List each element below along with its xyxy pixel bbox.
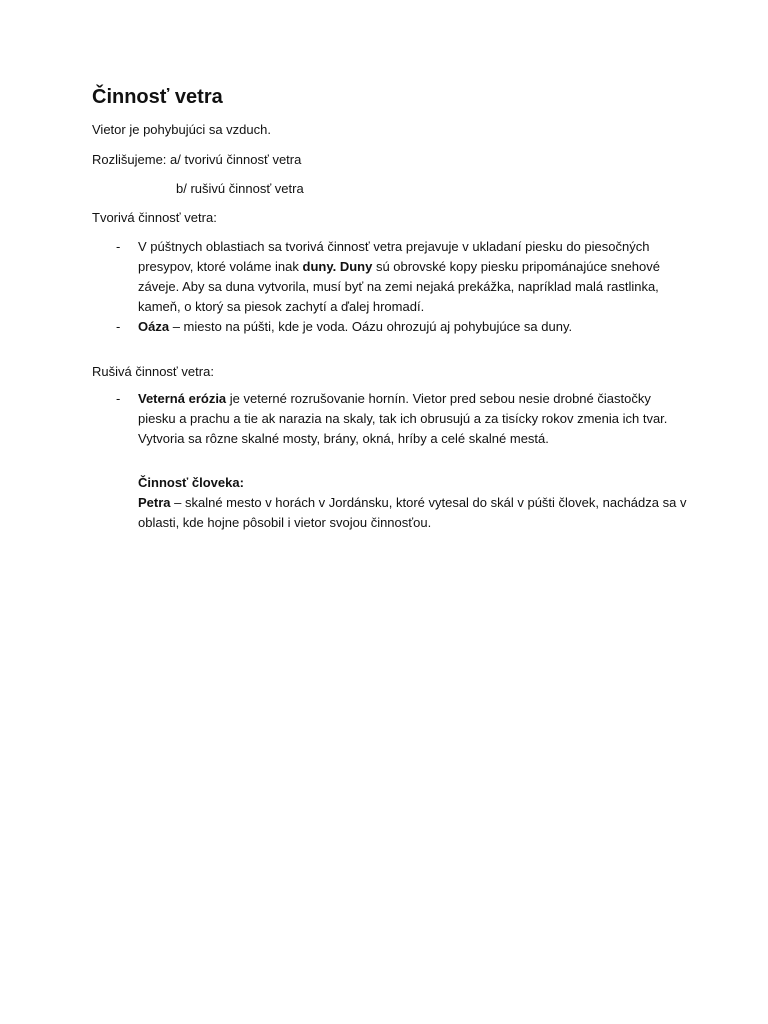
erosion-paragraph <box>138 389 692 449</box>
bullet-dash: - <box>116 319 121 334</box>
bullet-dash: - <box>116 239 121 254</box>
erosion-text: je veterné rozrušovanie hornín. Vietor pred sebou nesie drobné čiastočky piesku a prachu a tie ak narazia na skaly, tak ich obrusujú a za tisícky rokov zmenia ich tvar. Vytvoria sa rôzne skalné mosty, brány, okná, hríby a celé skalné mestá. <box>138 391 668 446</box>
dunes-paragraph <box>138 237 692 317</box>
oasis-text: – miesto na púšti, kde je voda. Oázu ohrozujú aj pohybujúce sa duny. <box>169 319 573 334</box>
list-item-dunes <box>92 237 692 317</box>
petra-text: – skalné mesto v horách v Jordánsku, ktoré vytesal do skál v púšti človek, nachádza sa v oblasti, kde hojne pôsobil i vietor svojou činnosťou. <box>138 495 687 530</box>
dunes-text-2: sú obrovské kopy piesku pripománajúce snehové záveje. Aby sa duna vytvorila, musí byť na zemi nejaká prekážka, napríklad malá rastlinka, kameň, o ktorý sa piesok zachytí a ďalej hromadí. <box>138 259 660 314</box>
page-title: Činnosť vetra <box>92 86 223 108</box>
distinguish-a: Rozlišujeme: a/ tvorivú činnosť vetra <box>92 152 302 167</box>
erosion-bold: Veterná erózia <box>138 391 227 406</box>
oasis-bold: Oáza <box>138 319 170 334</box>
destructive-heading: Rušivá činnosť vetra: <box>92 364 214 379</box>
human-heading-line <box>138 473 692 493</box>
distinguish-b: b/ rušivú činnosť vetra <box>176 181 304 196</box>
petra-bold: Petra <box>138 495 171 510</box>
petra-paragraph <box>138 493 692 533</box>
bullet-dash: - <box>116 391 121 406</box>
dunes-bold-2: Duny <box>339 259 373 274</box>
dunes-bold-1: duny. <box>302 259 337 274</box>
creative-heading: Tvorivá činnosť vetra: <box>92 210 217 225</box>
intro-text: Vietor je pohybujúci sa vzduch. <box>92 122 271 137</box>
dunes-text-1: V púštnych oblastiach sa tvorivá činnosť vetra prejavuje v ukladaní piesku do piesočných presypov, ktoré voláme inak <box>138 239 650 274</box>
list-item-erosion <box>92 389 692 533</box>
list-item-oasis <box>92 317 692 337</box>
oasis-paragraph <box>138 317 692 337</box>
destructive-list <box>92 389 692 533</box>
human-heading: Činnosť človeka: <box>138 475 244 490</box>
creative-list <box>92 237 692 337</box>
